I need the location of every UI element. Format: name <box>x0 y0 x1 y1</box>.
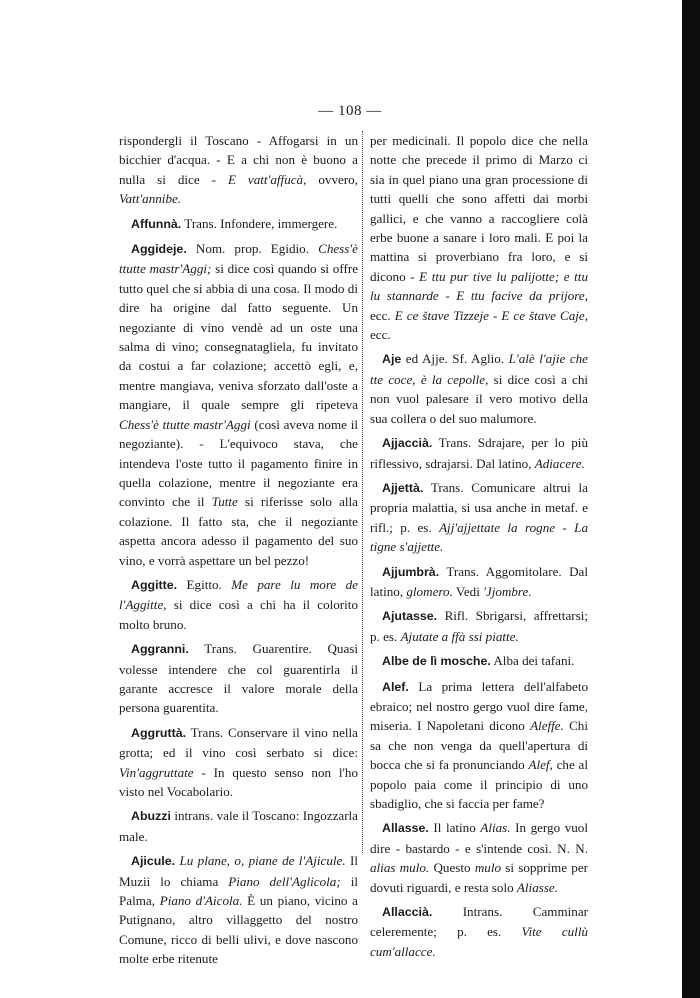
entry-text: ecc. <box>370 307 395 323</box>
entry-text: ovvero, <box>306 171 358 187</box>
entry-text: si sopprime per dovuti riguardi, e resta solo <box>370 860 588 895</box>
entry-example-text: Chess'è ttutte mastr'Aggi; <box>119 241 358 277</box>
dictionary-entry <box>119 239 358 570</box>
entry-headword: Ajjaccià. <box>382 436 433 451</box>
dictionary-entry <box>119 806 358 846</box>
dictionary-entry <box>370 818 588 897</box>
entry-example-text: Aleffe. <box>530 718 564 734</box>
entry-example-text: Adiacere. <box>534 455 585 471</box>
entry-headword: Ajjumbrà. <box>382 564 440 579</box>
dictionary-entry <box>119 851 358 968</box>
dictionary-entry <box>370 433 588 473</box>
scan-edge-bar <box>682 0 700 998</box>
entry-text: si dice così quando si offre tutto quel che si abbia di una cosa. Il modo di dire ha origine dal fatto seguente. Un negoziante di vino vendè ad un oste una salma di vino; consegnatagliela, fu invitato da costui a far colazione; accettò egli, e, mentre mangiava, veniva sforzato dall'oste a mangiare, il quale sempre gli ripeteva <box>119 261 358 413</box>
entry-text: rispondergli il Toscano - Affogarsi in un bicchier d'acqua. - E a chi non è buono a nulla si dice - <box>119 133 358 187</box>
entry-example-text: mulo <box>474 860 502 876</box>
entry-example-text: Piano d'Aicola. <box>159 893 243 909</box>
entry-example-text: Ajj'ajjettate la rogne - La tigne s'ajjette. <box>370 519 589 555</box>
entry-text: Rifl. Sbrigarsi, affrettarsi; p. es. <box>370 608 588 644</box>
entry-text: si dice così a chi non vuol palesare il vero motivo della sua collera o del suo malumore. <box>370 371 589 426</box>
entry-example-text: E ce štave Tizzeje - E ce štave Caje, <box>394 307 588 323</box>
entry-text: - In questo senso non l'ho visto nel Vocabolario. <box>119 764 358 799</box>
entry-example-text: Aliasse. <box>516 879 559 895</box>
entry-text: Trans. Aggomitolare. Dal latino, <box>370 563 588 599</box>
entry-text: Trans. Guarentire. Quasi volesse intendere che col guarentirla il garante accresce il valore morale della persona guarentita. <box>119 641 358 716</box>
entry-text: La prima lettera dell'alfabeto ebraico; nel nostro gergo vuol dire fame, miseria. I Napoletani dicono <box>370 678 588 734</box>
entry-headword: Allaccià. <box>382 905 433 920</box>
entry-example-text: Chess'è ttutte mastr'Aggi <box>119 416 251 432</box>
dictionary-entry <box>370 562 588 602</box>
entry-example-text: Lu plane, o, piane de l'Ajicule. <box>175 853 346 869</box>
entry-example-text: E ttu pur tive lu palijotte; e ttu lu stannarde - E ttu facive da prijore, <box>370 268 588 304</box>
entry-text: Questo <box>429 860 475 876</box>
entry-text: Egitto. <box>177 576 232 592</box>
entry-example-text: Me pare lu more de l'Aggitte, <box>119 576 358 613</box>
entry-example-text: 'Jjombre. <box>483 583 532 599</box>
dictionary-entry <box>119 131 358 209</box>
entry-headword: Ajutasse. <box>382 609 438 624</box>
entry-headword: Ajicule. <box>131 854 176 869</box>
dictionary-entry <box>370 478 588 557</box>
entry-text: il Palma, <box>119 873 358 909</box>
entry-text: In gergo vuol dire - bastardo - e s'intende così. N. N. <box>370 820 588 856</box>
entry-headword: Abuzzi <box>131 809 171 824</box>
right-column <box>370 131 588 966</box>
dictionary-entry <box>119 575 358 634</box>
entry-example-text: Vin'aggruttate <box>119 764 194 780</box>
entry-text: È un piano, vicino a Putignano, altro villaggetto del nostro Comune, ricco di belli ulivi, e dove nascono molte erbe ritenute <box>119 893 358 967</box>
entry-text: Intrans. Camminar celeremente; p. es. <box>370 904 588 940</box>
entry-text: Trans. Comunicare altrui la propria malattia, si usa anche in metaf. e rifl.; p. es. <box>370 479 588 535</box>
dictionary-entry <box>119 639 358 718</box>
page-number: — 108 — <box>318 103 382 119</box>
entry-text: Nom. prop. Egidio. <box>186 241 319 257</box>
dictionary-entry <box>370 349 588 428</box>
entry-headword: Albe de lì mosche. <box>382 654 491 669</box>
entry-text: Sf. Aglio. <box>447 351 509 367</box>
entry-text: Trans. Infondere, immergere. <box>181 215 338 231</box>
entry-headword: Aggideje. <box>131 242 187 257</box>
dictionary-entry <box>119 214 358 234</box>
entry-example-text: alias mulo. <box>370 860 430 876</box>
entry-text: Alba dei tafani. <box>490 653 575 669</box>
entry-headword: Aggruttà. <box>131 725 187 740</box>
entry-example-text: glomero. <box>406 583 453 599</box>
entry-headword: Aggitte. <box>131 577 178 592</box>
entry-text: si dice così a chi ha il colorito molto bruno. <box>119 597 358 632</box>
entry-headword: Affunnà. <box>131 216 182 231</box>
left-column <box>119 131 358 974</box>
dictionary-entry <box>370 651 588 671</box>
entry-text: Vedi <box>452 583 484 599</box>
entry-text: per medicinali. Il popolo dice che nella notte che precede il primo di Marzo ci sia in quel piano una gran processione di tutti quelli che sono affetti dai morbi gallici, e che vanno a raccogliere colà erbe buone a sanare i loro mali. E poi la mattina si proverbiano fra loro, e si dicono - <box>370 133 588 284</box>
dictionary-entry <box>370 677 588 814</box>
entry-example-text: Alias. <box>480 820 511 836</box>
entry-example-text: Vatt'annibe. <box>119 191 182 207</box>
entry-text: Il latino <box>428 820 481 836</box>
entry-headword: Alef. <box>382 679 409 694</box>
dictionary-entry <box>370 606 588 646</box>
dictionary-entry <box>370 131 588 344</box>
entry-text: Ajje. <box>421 351 448 367</box>
dictionary-entry <box>119 723 358 802</box>
entry-text: (così aveva nome il negoziante). - L'equivoco stava, che intendeva l'oste tutto il pagamento finire in quella colazione, mentre il negoziante era convinto che il <box>119 416 358 510</box>
entry-example-text: Alef, <box>528 757 553 773</box>
entry-example-text: Tutte <box>211 494 238 510</box>
entry-text: Trans. Conservare il vino nella grotta; ed il vino così serbato si dice: <box>119 724 358 761</box>
entry-example-text: E vatt'affucà, <box>227 171 307 187</box>
entry-text: ed <box>401 351 422 367</box>
entry-text: che al popolo paia come il principio di uno sbadiglio, che si faccia per fame? <box>370 757 588 811</box>
dictionary-entry <box>370 902 588 961</box>
entry-text: si riferisse solo alla colazione. Il fatto sta, che il negoziante aspetta ancora adesso il pagamento del suo vino, e vorrà aspettare un bel pezzo! <box>119 494 358 568</box>
entry-text: Il Muzii lo chiama <box>119 853 358 889</box>
entry-text: intrans. vale il Toscano: Ingozzarla male. <box>119 808 358 844</box>
entry-headword: Allasse. <box>382 821 429 836</box>
entry-headword: Aggranni. <box>131 642 189 657</box>
entry-text: Trans. Sdrajare, per lo più riflessivo, sdrajarsi. Dal latino, <box>370 435 588 471</box>
entry-text: Chi sa che non venga da quell'apertura di bocca che si fa pronunciando <box>370 718 588 773</box>
entry-example-text: Vite cullù cum'allacce. <box>370 924 588 959</box>
entry-example-text: Piano dell'Aglicola; <box>228 873 341 889</box>
column-divider <box>362 131 363 853</box>
entry-headword: Aje <box>382 352 402 367</box>
entry-example-text: L'alè l'ajie che tte coce, è la cepolle, <box>370 351 588 387</box>
entry-text: ecc. <box>370 327 391 343</box>
entry-example-text: Ajutate a ffà ssi piatte. <box>400 628 519 644</box>
entry-headword: Ajjettà. <box>382 480 424 495</box>
